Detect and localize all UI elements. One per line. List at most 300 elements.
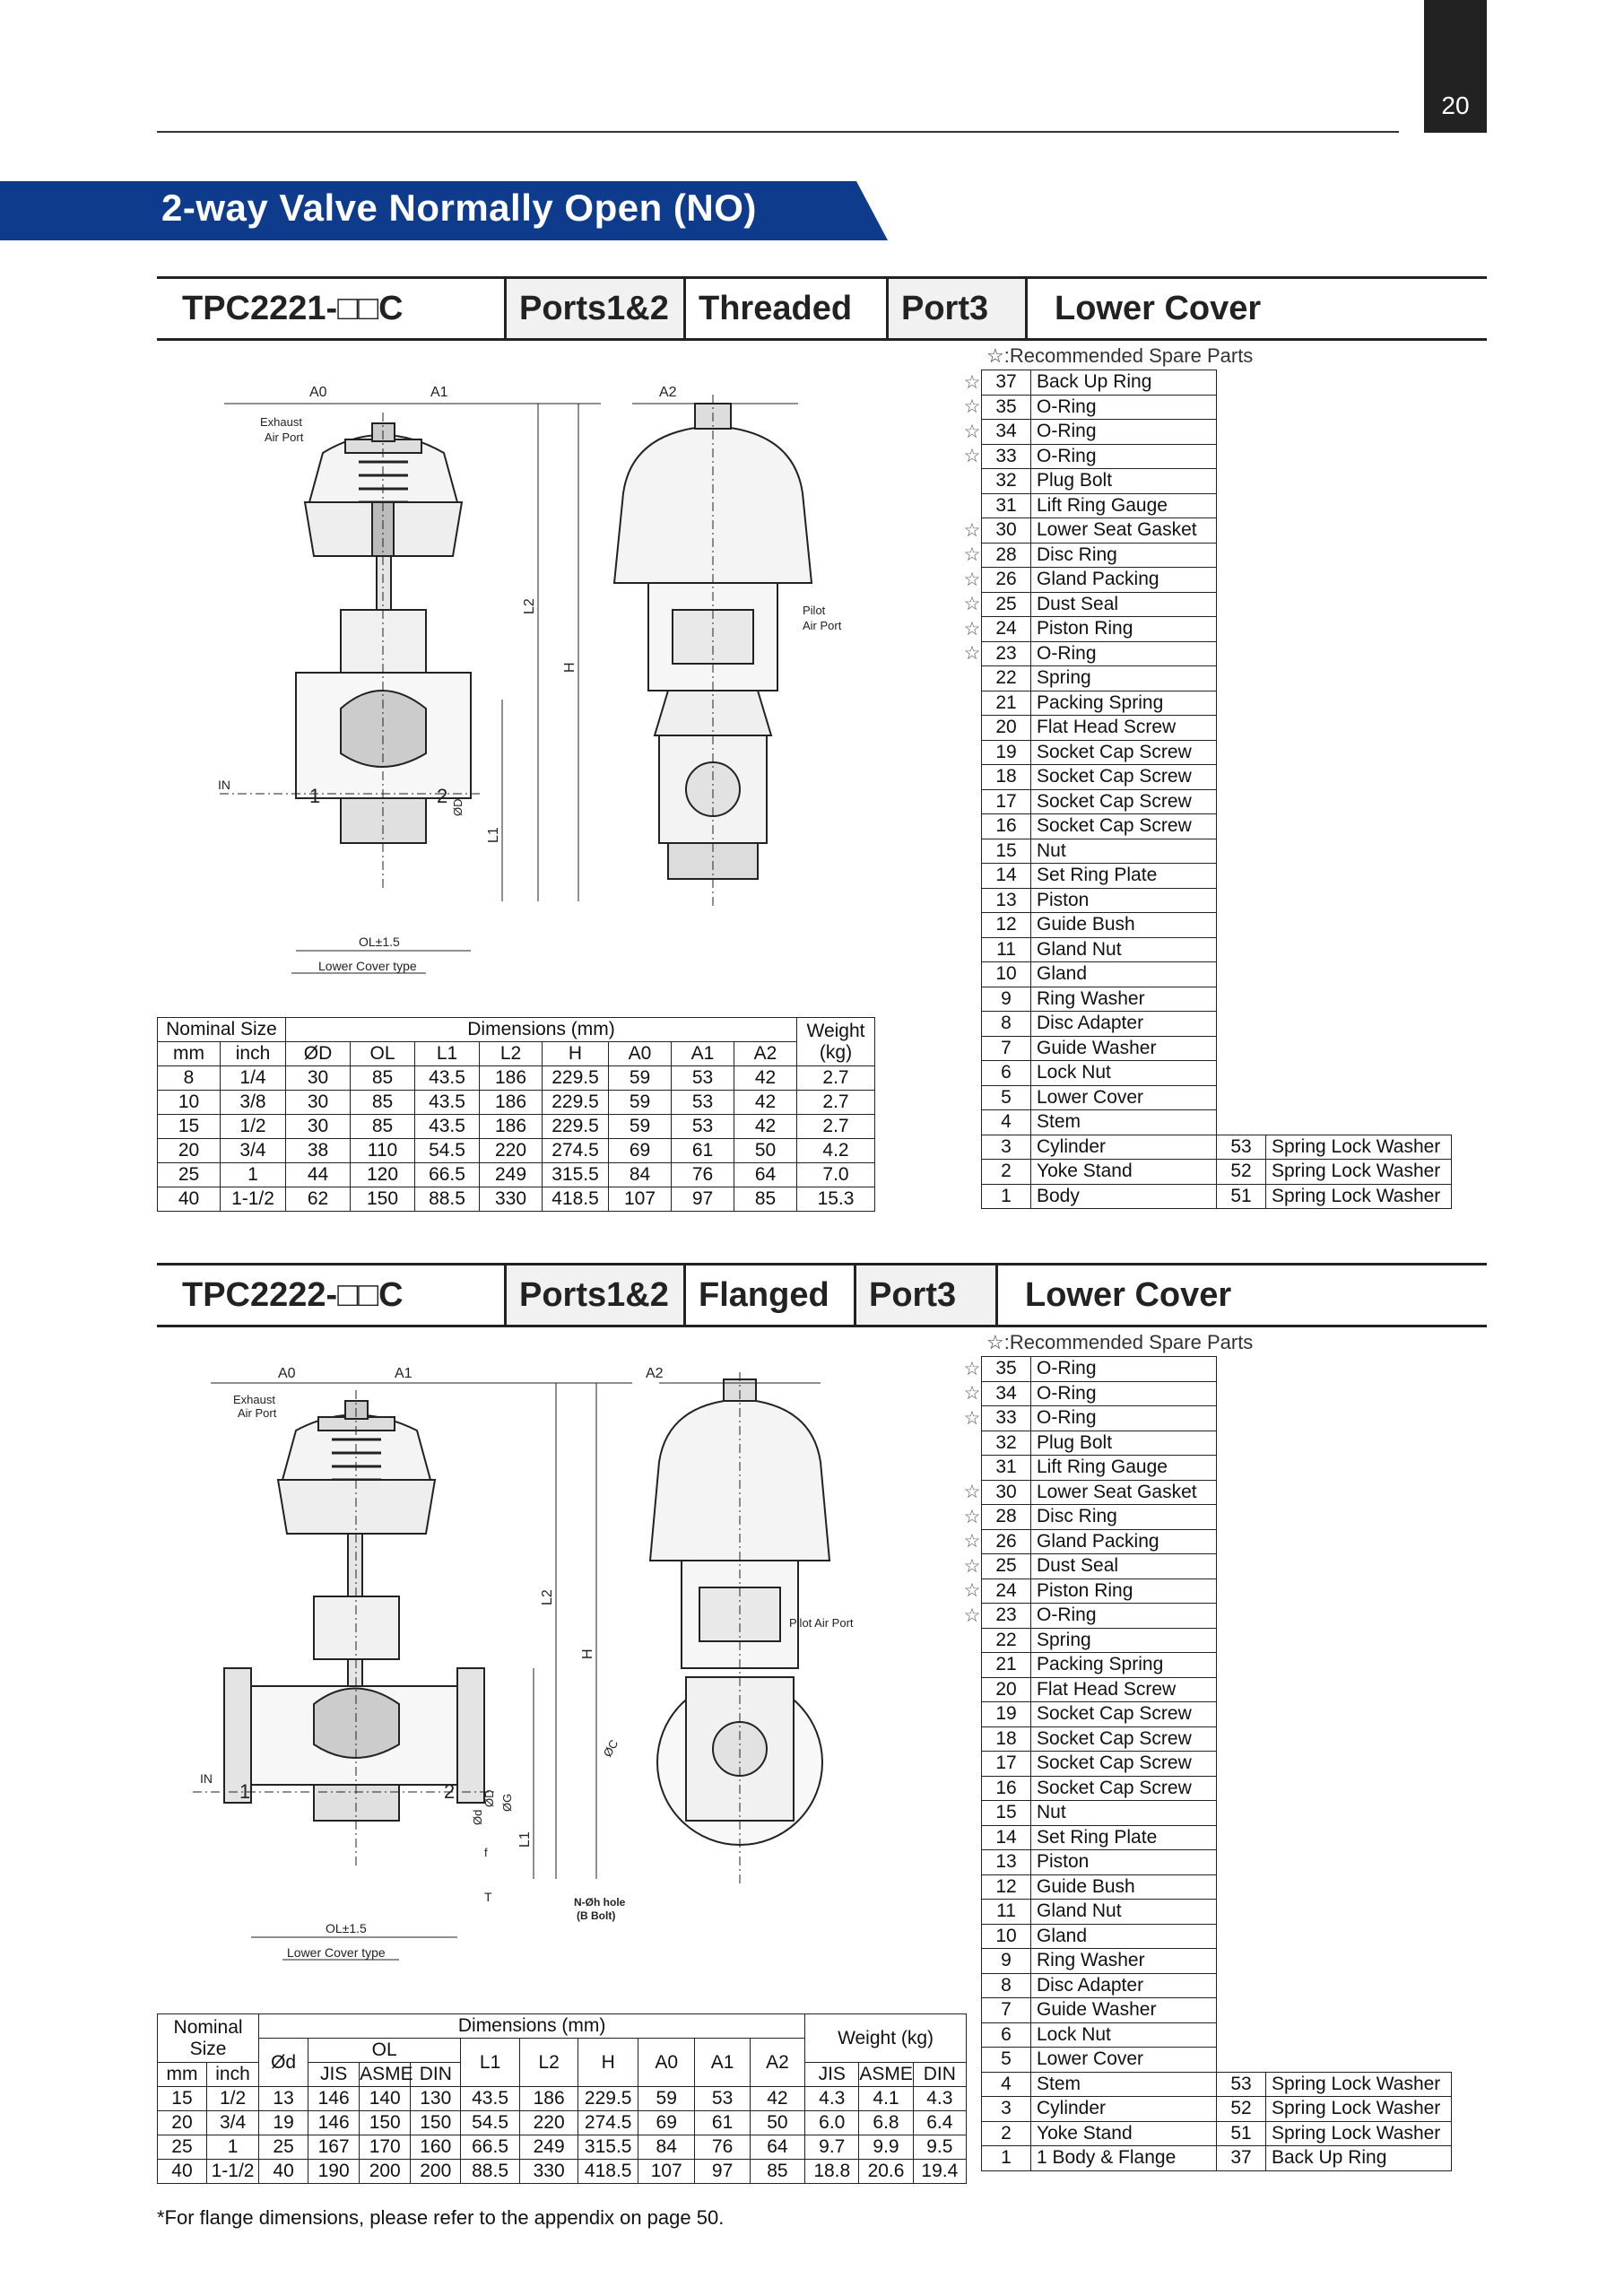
table-cell: 85 bbox=[351, 1091, 415, 1115]
part-name bbox=[1266, 937, 1452, 962]
parts-row bbox=[958, 1085, 1452, 1110]
parts-row bbox=[958, 1529, 1452, 1554]
table-cell: 84 bbox=[609, 1163, 672, 1187]
dim-h: H bbox=[580, 1648, 595, 1659]
table-cell: 9.9 bbox=[859, 2135, 913, 2160]
spare-star-icon bbox=[958, 1702, 982, 1727]
part-name: Cylinder bbox=[1031, 2097, 1217, 2122]
part-number bbox=[1217, 518, 1266, 544]
parts-row bbox=[958, 469, 1452, 494]
table-cell: 330 bbox=[519, 2160, 578, 2184]
table-cell: 167 bbox=[308, 2135, 360, 2160]
part-name bbox=[1266, 1874, 1452, 1900]
table-cell: 3/4 bbox=[221, 1139, 286, 1163]
spare-star-icon bbox=[958, 2146, 982, 2171]
part-name bbox=[1266, 1085, 1452, 1110]
table-cell: 4.2 bbox=[797, 1139, 875, 1163]
part-number bbox=[1217, 1554, 1266, 1579]
page-number: 20 bbox=[1424, 0, 1487, 133]
part-name bbox=[1266, 740, 1452, 765]
table-cell: 9.5 bbox=[913, 2135, 966, 2160]
parts-row bbox=[958, 1949, 1452, 1974]
part-name: Stem bbox=[1031, 1110, 1217, 1135]
part-number: 34 bbox=[982, 1381, 1031, 1406]
part-name bbox=[1266, 1554, 1452, 1579]
spare-star-icon bbox=[958, 2048, 982, 2073]
table-cell: 66.5 bbox=[415, 1163, 480, 1187]
part-name bbox=[1266, 568, 1452, 593]
part-name: Packing Spring bbox=[1031, 1653, 1217, 1678]
part-name: Socket Cap Screw bbox=[1031, 789, 1217, 814]
table-row bbox=[158, 2111, 967, 2135]
table-cell: 19.4 bbox=[913, 2160, 966, 2184]
part-name bbox=[1266, 2022, 1452, 2048]
part-number: 4 bbox=[982, 2072, 1031, 2097]
part-number: 35 bbox=[982, 395, 1031, 420]
part-name bbox=[1266, 1801, 1452, 1826]
parts-row bbox=[958, 1381, 1452, 1406]
parts-row bbox=[958, 937, 1452, 962]
th-sub: inch bbox=[206, 2063, 258, 2087]
table-cell: 18.8 bbox=[805, 2160, 859, 2184]
table-cell: 54.5 bbox=[461, 2111, 520, 2135]
part-name: Guide Bush bbox=[1031, 913, 1217, 938]
part-number bbox=[1217, 937, 1266, 962]
part-name: Spring bbox=[1031, 666, 1217, 691]
part-name bbox=[1266, 420, 1452, 445]
section2-dimension-table bbox=[157, 2013, 967, 2184]
section1-valve-drawing bbox=[157, 377, 946, 987]
part-number: 18 bbox=[982, 765, 1031, 790]
th-sub: JIS bbox=[308, 2063, 360, 2087]
spare-star-icon bbox=[958, 814, 982, 839]
section2-ports12-label: Ports1&2 bbox=[504, 1265, 683, 1325]
part-name bbox=[1266, 1628, 1452, 1653]
part-number bbox=[1217, 1431, 1266, 1456]
drawing-caption: Lower Cover type bbox=[318, 959, 417, 973]
port2-label: 2 bbox=[437, 785, 448, 807]
parts-row bbox=[958, 1776, 1452, 1801]
part-number: 26 bbox=[982, 1529, 1031, 1554]
part-name: Ring Washer bbox=[1031, 987, 1217, 1012]
part-name bbox=[1266, 444, 1452, 469]
bolt-label: (B Bolt) bbox=[577, 1909, 616, 1922]
part-name bbox=[1266, 1604, 1452, 1629]
part-number: 7 bbox=[982, 1998, 1031, 2023]
part-number: 12 bbox=[982, 1874, 1031, 1900]
table-cell: 229.5 bbox=[543, 1091, 609, 1115]
part-name: Dust Seal bbox=[1031, 592, 1217, 617]
spare-star-icon bbox=[958, 1135, 982, 1160]
part-name: Flat Head Screw bbox=[1031, 1677, 1217, 1702]
parts-row bbox=[958, 1874, 1452, 1900]
spare-star-icon bbox=[958, 1776, 982, 1801]
spare-star-icon bbox=[958, 2097, 982, 2122]
table-cell: 6.0 bbox=[805, 2111, 859, 2135]
table-cell: 19 bbox=[259, 2111, 308, 2135]
dim-d: ØD bbox=[451, 798, 465, 816]
table-cell: 88.5 bbox=[461, 2160, 520, 2184]
table-cell: 59 bbox=[609, 1091, 672, 1115]
table-cell: 10 bbox=[158, 1091, 221, 1115]
drawing-caption: Lower Cover type bbox=[287, 1945, 386, 1960]
table-cell: 64 bbox=[734, 1163, 797, 1187]
parts-row bbox=[958, 666, 1452, 691]
part-number bbox=[1217, 839, 1266, 864]
part-name: Back Up Ring bbox=[1031, 370, 1217, 396]
part-number: 16 bbox=[982, 1776, 1031, 1801]
part-number bbox=[1217, 987, 1266, 1012]
spare-star-icon: ☆ bbox=[963, 594, 981, 615]
th-sub: JIS bbox=[805, 2063, 859, 2087]
parts-row bbox=[958, 1825, 1452, 1850]
part-number: 22 bbox=[982, 1628, 1031, 1653]
parts-row bbox=[958, 2022, 1452, 2048]
dim-a2: A2 bbox=[646, 1366, 664, 1381]
part-number bbox=[1217, 1578, 1266, 1604]
part-number: 30 bbox=[982, 518, 1031, 544]
part-number bbox=[1217, 691, 1266, 716]
spare-star-icon bbox=[958, 740, 982, 765]
parts-row bbox=[958, 2121, 1452, 2146]
part-number bbox=[1217, 1924, 1266, 1949]
pilot-label: Pilot bbox=[803, 604, 826, 617]
top-rule bbox=[157, 131, 1399, 133]
th-col: mm bbox=[158, 1042, 221, 1066]
spare-star-icon: ☆ bbox=[963, 1555, 981, 1577]
spare-star-icon bbox=[958, 1900, 982, 1925]
part-name: Packing Spring bbox=[1031, 691, 1217, 716]
part-name bbox=[1266, 469, 1452, 494]
parts-row bbox=[958, 888, 1452, 913]
section1-port3-value: Lower Cover bbox=[1025, 279, 1487, 338]
part-name: Yoke Stand bbox=[1031, 2121, 1217, 2146]
part-number bbox=[1217, 1505, 1266, 1530]
parts-row bbox=[958, 1801, 1452, 1826]
part-number bbox=[1217, 814, 1266, 839]
th-col: inch bbox=[221, 1042, 286, 1066]
section2-ports12-value: Flanged bbox=[683, 1265, 854, 1325]
dim-d: ØD bbox=[482, 1789, 496, 1807]
part-name: Gland bbox=[1031, 962, 1217, 987]
part-name: O-Ring bbox=[1031, 1357, 1217, 1382]
part-name bbox=[1266, 1973, 1452, 1998]
part-name bbox=[1266, 518, 1452, 544]
table-cell: 4.3 bbox=[913, 2087, 966, 2111]
spare-star-icon bbox=[958, 839, 982, 864]
part-number bbox=[1217, 2022, 1266, 2048]
th-sub: ASME bbox=[859, 2063, 913, 2087]
part-name: Ring Washer bbox=[1031, 1949, 1217, 1974]
part-number: 28 bbox=[982, 1505, 1031, 1530]
part-name: O-Ring bbox=[1031, 444, 1217, 469]
th-col: ØD bbox=[286, 1042, 351, 1066]
table-cell: 66.5 bbox=[461, 2135, 520, 2160]
part-number: 53 bbox=[1217, 1135, 1266, 1160]
spare-star-icon bbox=[958, 1061, 982, 1086]
part-number bbox=[1217, 1949, 1266, 1974]
spare-star-icon: ☆ bbox=[963, 544, 981, 566]
spare-star-icon: ☆ bbox=[963, 569, 981, 590]
part-name: Lock Nut bbox=[1031, 2022, 1217, 2048]
parts-row bbox=[958, 716, 1452, 741]
table-cell: 85 bbox=[351, 1115, 415, 1139]
part-name bbox=[1266, 1381, 1452, 1406]
part-number: 25 bbox=[982, 1554, 1031, 1579]
table-cell: 2.7 bbox=[797, 1091, 875, 1115]
part-name: Gland Nut bbox=[1031, 937, 1217, 962]
part-name bbox=[1266, 1850, 1452, 1875]
table-cell: 150 bbox=[351, 1187, 415, 1212]
th-a0: A0 bbox=[638, 2039, 695, 2087]
table-cell: 69 bbox=[638, 2111, 695, 2135]
part-number: 6 bbox=[982, 1061, 1031, 1086]
part-number bbox=[1217, 420, 1266, 445]
section1-dimension-table bbox=[157, 1017, 875, 1212]
part-name bbox=[1266, 1900, 1452, 1925]
table-cell: 53 bbox=[672, 1066, 734, 1091]
part-name bbox=[1266, 1752, 1452, 1777]
table-row bbox=[158, 1187, 875, 1212]
part-number: 13 bbox=[982, 888, 1031, 913]
spare-star-icon bbox=[958, 1036, 982, 1061]
spare-star-icon: ☆ bbox=[963, 396, 981, 418]
dim-c: ØC bbox=[600, 1737, 621, 1760]
table-cell: 249 bbox=[519, 2135, 578, 2160]
parts-row bbox=[958, 2072, 1452, 2097]
table-cell: 59 bbox=[638, 2087, 695, 2111]
part-name bbox=[1266, 913, 1452, 938]
part-name bbox=[1266, 592, 1452, 617]
spare-star-icon bbox=[958, 1874, 982, 1900]
parts-row bbox=[958, 1752, 1452, 1777]
table-cell: 13 bbox=[259, 2087, 308, 2111]
spare-star-icon bbox=[958, 1998, 982, 2023]
table-cell: 150 bbox=[360, 2111, 411, 2135]
part-name bbox=[1266, 864, 1452, 889]
table-cell: 160 bbox=[411, 2135, 461, 2160]
part-name bbox=[1266, 617, 1452, 642]
th-weight: Weight (kg) bbox=[805, 2014, 967, 2063]
spare-star-icon bbox=[958, 1160, 982, 1185]
parts-row bbox=[958, 1357, 1452, 1382]
pilot-air-port-label: Pilot Air Port bbox=[789, 1616, 854, 1630]
parts-row bbox=[958, 1677, 1452, 1702]
parts-row bbox=[958, 1900, 1452, 1925]
part-name bbox=[1266, 1825, 1452, 1850]
section2-model: TPC2222-□□C bbox=[182, 1275, 404, 1314]
part-number: 17 bbox=[982, 1752, 1031, 1777]
spare-star-icon bbox=[958, 666, 982, 691]
part-number: 51 bbox=[1217, 1184, 1266, 1209]
part-name: Spring Lock Washer bbox=[1266, 2121, 1452, 2146]
part-name: Piston Ring bbox=[1031, 617, 1217, 642]
spare-star-icon: ☆ bbox=[963, 1580, 981, 1602]
part-number: 10 bbox=[982, 1924, 1031, 1949]
part-number: 32 bbox=[982, 1431, 1031, 1456]
parts-row bbox=[958, 1628, 1452, 1653]
spare-star-icon bbox=[958, 1431, 982, 1456]
table-cell: 6.4 bbox=[913, 2111, 966, 2135]
part-name: Spring Lock Washer bbox=[1266, 1135, 1452, 1160]
spare-star-icon bbox=[958, 1825, 982, 1850]
part-number bbox=[1217, 370, 1266, 396]
th-sub: DIN bbox=[411, 2063, 461, 2087]
section2-port3-label: Port3 bbox=[854, 1265, 995, 1325]
part-name: Gland Packing bbox=[1031, 1529, 1217, 1554]
th-col: OL bbox=[351, 1042, 415, 1066]
table-cell: 43.5 bbox=[461, 2087, 520, 2111]
parts-row bbox=[958, 1480, 1452, 1505]
parts-row bbox=[958, 1702, 1452, 1727]
part-number bbox=[1217, 395, 1266, 420]
table-cell: 43.5 bbox=[415, 1091, 480, 1115]
part-name: Spring Lock Washer bbox=[1266, 1160, 1452, 1185]
part-number bbox=[1217, 1752, 1266, 1777]
part-number bbox=[1217, 888, 1266, 913]
part-number: 10 bbox=[982, 962, 1031, 987]
parts-row bbox=[958, 814, 1452, 839]
parts-row bbox=[958, 1850, 1452, 1875]
table-cell: 30 bbox=[286, 1066, 351, 1091]
table-cell: 1/4 bbox=[221, 1066, 286, 1091]
part-number bbox=[1217, 1628, 1266, 1653]
table-cell: 97 bbox=[672, 1187, 734, 1212]
part-number: 20 bbox=[982, 1677, 1031, 1702]
part-name: Nut bbox=[1031, 1801, 1217, 1826]
spare-star-icon bbox=[958, 1184, 982, 1209]
section1-port3-label: Port3 bbox=[886, 279, 1025, 338]
table-cell: 418.5 bbox=[543, 1187, 609, 1212]
part-number: 23 bbox=[982, 1604, 1031, 1629]
table-cell: 150 bbox=[411, 2111, 461, 2135]
table-row bbox=[158, 1139, 875, 1163]
part-name bbox=[1266, 1677, 1452, 1702]
part-number bbox=[1217, 1012, 1266, 1037]
part-name: Plug Bolt bbox=[1031, 1431, 1217, 1456]
table-cell: 20.6 bbox=[859, 2160, 913, 2184]
part-name bbox=[1266, 493, 1452, 518]
parts-row bbox=[958, 493, 1452, 518]
part-name bbox=[1266, 716, 1452, 741]
table-cell: 8 bbox=[158, 1066, 221, 1091]
table-row bbox=[158, 2160, 967, 2184]
table-cell: 2.7 bbox=[797, 1115, 875, 1139]
port1-label: 1 bbox=[309, 785, 321, 807]
table-cell: 15.3 bbox=[797, 1187, 875, 1212]
table-cell: 9.7 bbox=[805, 2135, 859, 2160]
th-nominal: Nominal Size bbox=[158, 1018, 286, 1042]
part-name bbox=[1266, 888, 1452, 913]
part-name: Lower Seat Gasket bbox=[1031, 1480, 1217, 1505]
parts-row bbox=[958, 1578, 1452, 1604]
spare-star-icon bbox=[958, 1924, 982, 1949]
part-name: O-Ring bbox=[1031, 420, 1217, 445]
table-cell: 2.7 bbox=[797, 1066, 875, 1091]
table-cell: 1-1/2 bbox=[206, 2160, 258, 2184]
parts-row bbox=[958, 1456, 1452, 1481]
part-number: 13 bbox=[982, 1850, 1031, 1875]
port1-label: 1 bbox=[239, 1780, 251, 1803]
part-name: O-Ring bbox=[1031, 1381, 1217, 1406]
dim-a1: A1 bbox=[430, 385, 448, 400]
part-number bbox=[1217, 1850, 1266, 1875]
part-number: 25 bbox=[982, 592, 1031, 617]
table-cell: 69 bbox=[609, 1139, 672, 1163]
hole-label: N-Øh hole bbox=[574, 1896, 626, 1909]
section1-header bbox=[157, 276, 1487, 341]
part-name: Spring Lock Washer bbox=[1266, 2072, 1452, 2097]
part-name bbox=[1266, 789, 1452, 814]
parts-row bbox=[958, 568, 1452, 593]
parts-row bbox=[958, 1924, 1452, 1949]
parts-row bbox=[958, 370, 1452, 396]
part-number: 28 bbox=[982, 543, 1031, 568]
parts-row bbox=[958, 2048, 1452, 2073]
part-number bbox=[1217, 765, 1266, 790]
spare-star-icon bbox=[958, 1653, 982, 1678]
th-sub: DIN bbox=[913, 2063, 966, 2087]
table-cell: 186 bbox=[480, 1066, 543, 1091]
part-name bbox=[1266, 691, 1452, 716]
part-number: 8 bbox=[982, 1973, 1031, 1998]
table-cell: 315.5 bbox=[578, 2135, 638, 2160]
part-number: 12 bbox=[982, 913, 1031, 938]
spare-star-icon bbox=[958, 1726, 982, 1752]
table-cell: 229.5 bbox=[543, 1115, 609, 1139]
part-number: 20 bbox=[982, 716, 1031, 741]
table-cell: 85 bbox=[351, 1066, 415, 1091]
spare-star-icon bbox=[958, 2022, 982, 2048]
part-number: 14 bbox=[982, 1825, 1031, 1850]
parts-row bbox=[958, 1135, 1452, 1160]
table-cell: 53 bbox=[672, 1115, 734, 1139]
table-cell: 6.8 bbox=[859, 2111, 913, 2135]
part-name bbox=[1266, 1505, 1452, 1530]
parts-row bbox=[958, 1406, 1452, 1431]
spare-star-icon bbox=[958, 1677, 982, 1702]
parts-row bbox=[958, 987, 1452, 1012]
table-cell: 61 bbox=[672, 1139, 734, 1163]
dim-h: H bbox=[562, 662, 578, 673]
exhaust-label: Exhaust bbox=[233, 1393, 275, 1406]
table-cell: 186 bbox=[480, 1115, 543, 1139]
part-number: 16 bbox=[982, 814, 1031, 839]
part-name: Lower Seat Gasket bbox=[1031, 518, 1217, 544]
section2-header bbox=[157, 1263, 1487, 1327]
part-number: 9 bbox=[982, 987, 1031, 1012]
part-name bbox=[1266, 1578, 1452, 1604]
spare-star-icon bbox=[958, 913, 982, 938]
part-number: 19 bbox=[982, 740, 1031, 765]
part-number: 52 bbox=[1217, 2097, 1266, 2122]
part-number bbox=[1217, 1110, 1266, 1135]
spare-star-icon bbox=[958, 962, 982, 987]
part-name: Socket Cap Screw bbox=[1031, 765, 1217, 790]
part-number: 11 bbox=[982, 1900, 1031, 1925]
part-name: Gland bbox=[1031, 1924, 1217, 1949]
part-number bbox=[1217, 864, 1266, 889]
table-cell: 42 bbox=[750, 2087, 804, 2111]
part-name bbox=[1266, 1406, 1452, 1431]
parts-row bbox=[958, 1110, 1452, 1135]
part-number: 21 bbox=[982, 691, 1031, 716]
dim-dd: Ød bbox=[471, 1809, 484, 1825]
table-cell: 50 bbox=[750, 2111, 804, 2135]
parts-row bbox=[958, 1184, 1452, 1209]
parts-row bbox=[958, 962, 1452, 987]
section2-valve-drawing bbox=[157, 1363, 946, 1973]
